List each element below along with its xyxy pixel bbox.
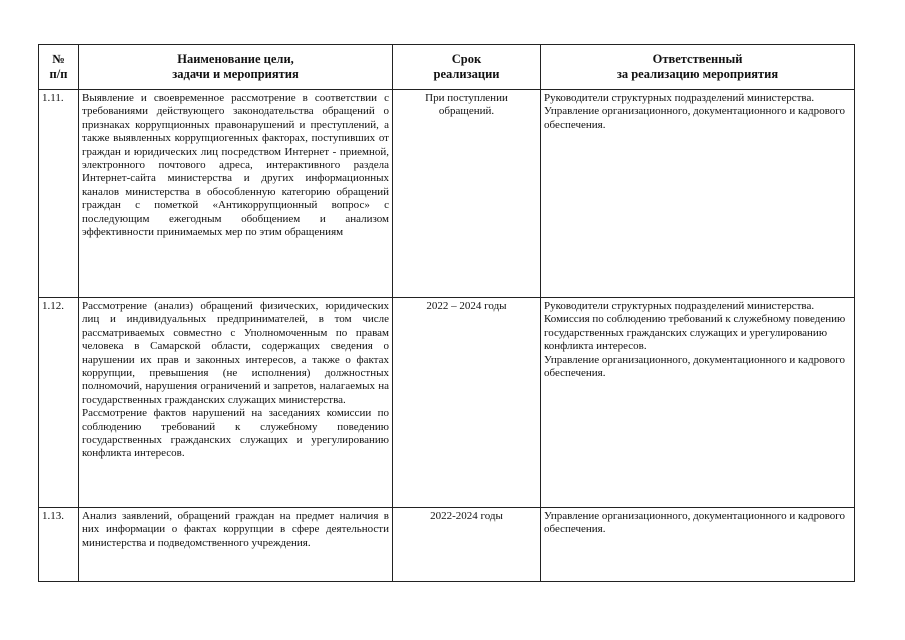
responsible-paragraph: Управление организационного, документационного и кадрового обеспечения. bbox=[544, 105, 845, 131]
term-line: 2022 – 2024 годы bbox=[426, 300, 507, 312]
header-num bbox=[39, 45, 79, 90]
responsible-paragraph: Руководители структурных подразделений министерства. bbox=[544, 92, 815, 104]
term-line: 2022-2024 годы bbox=[430, 510, 503, 522]
header-responsible-line: Ответственный bbox=[652, 52, 743, 66]
measure-name bbox=[79, 508, 393, 582]
header-responsible-line: за реализацию мероприятия bbox=[616, 67, 779, 81]
header-term bbox=[393, 45, 541, 90]
header-num-line: № bbox=[52, 52, 65, 66]
header-num-line: п/п bbox=[49, 67, 68, 81]
header-name bbox=[79, 45, 393, 90]
measure-name-paragraph: Рассмотрение фактов нарушений на заседаниях комиссии по соблюдению требований к служебному поведению государственных гражданских служащих и урегулированию конфликта интересов. bbox=[82, 407, 389, 460]
measure-name-paragraph: Анализ заявлений, обращений граждан на предмет наличия в них информации о фактах коррупции в сфере деятельности министерства и подведомственного учреждения. bbox=[82, 510, 389, 549]
header-responsible bbox=[541, 45, 855, 90]
table-row bbox=[39, 90, 855, 298]
row-number: 1.11. bbox=[39, 90, 79, 298]
measure-responsible bbox=[541, 90, 855, 298]
responsible-paragraph: Управление организационного, документационного и кадрового обеспечения. bbox=[544, 510, 845, 536]
measure-responsible bbox=[541, 298, 855, 508]
responsible-paragraph: Руководители структурных подразделений министерства. bbox=[544, 300, 815, 312]
table-row bbox=[39, 508, 855, 582]
header-name-line: задачи и мероприятия bbox=[172, 67, 299, 81]
measure-name bbox=[79, 298, 393, 508]
measure-name bbox=[79, 90, 393, 298]
row-number: 1.12. bbox=[39, 298, 79, 508]
term-line: обращений. bbox=[438, 105, 495, 118]
measure-term bbox=[393, 90, 541, 298]
header-term-line: Срок bbox=[451, 52, 482, 66]
responsible-paragraph: Комиссия по соблюдению требований к служебному поведению государственных гражданских служащих и урегулированию конфликта интересов. bbox=[544, 313, 846, 353]
term-line: При поступлении bbox=[425, 92, 508, 104]
measure-name-paragraph: Выявление и своевременное рассмотрение в соответствии с требованиями действующего законодательства обращений о признаках коррупционных правонарушений и преступлений, а также выявленных коррупциогенных факторах, поступивших от граждан и юридических лиц посредством Интернет - приемной, электронного почтового адреса, интерактивного раздела Интернет-сайта министерства и других информационных каналов министерства в обособленную категорию обращений граждан с пометкой «Антикоррупционный вопрос» с последующим ежегодным обобщением и анализом эффективности принимаемых мер по этим обращениям bbox=[82, 92, 389, 239]
header-name-line: Наименование цели, bbox=[177, 52, 294, 66]
measure-responsible bbox=[541, 508, 855, 582]
measure-term bbox=[393, 508, 541, 582]
table-row bbox=[39, 298, 855, 508]
table-header-row bbox=[39, 45, 855, 90]
measure-name-paragraph: Рассмотрение (анализ) обращений физических, юридических лиц и индивидуальных предпринимателей, в том числе рассматриваемых совместно с Уполномоченным по правам человека в Самарской области, содержащих сведения о нарушении их прав и законных интересов, а также о фактах коррупции, превышения (не исполнения) должностных полномочий, нарушения ограничений и запретов, налагаемых на государственных гражданских служащих министерства. bbox=[82, 300, 389, 406]
measures-table bbox=[38, 44, 855, 582]
row-number: 1.13. bbox=[39, 508, 79, 582]
header-term-line: реализации bbox=[433, 67, 500, 81]
measure-term bbox=[393, 298, 541, 508]
responsible-paragraph: Управление организационного, документационного и кадрового обеспечения. bbox=[544, 353, 845, 380]
